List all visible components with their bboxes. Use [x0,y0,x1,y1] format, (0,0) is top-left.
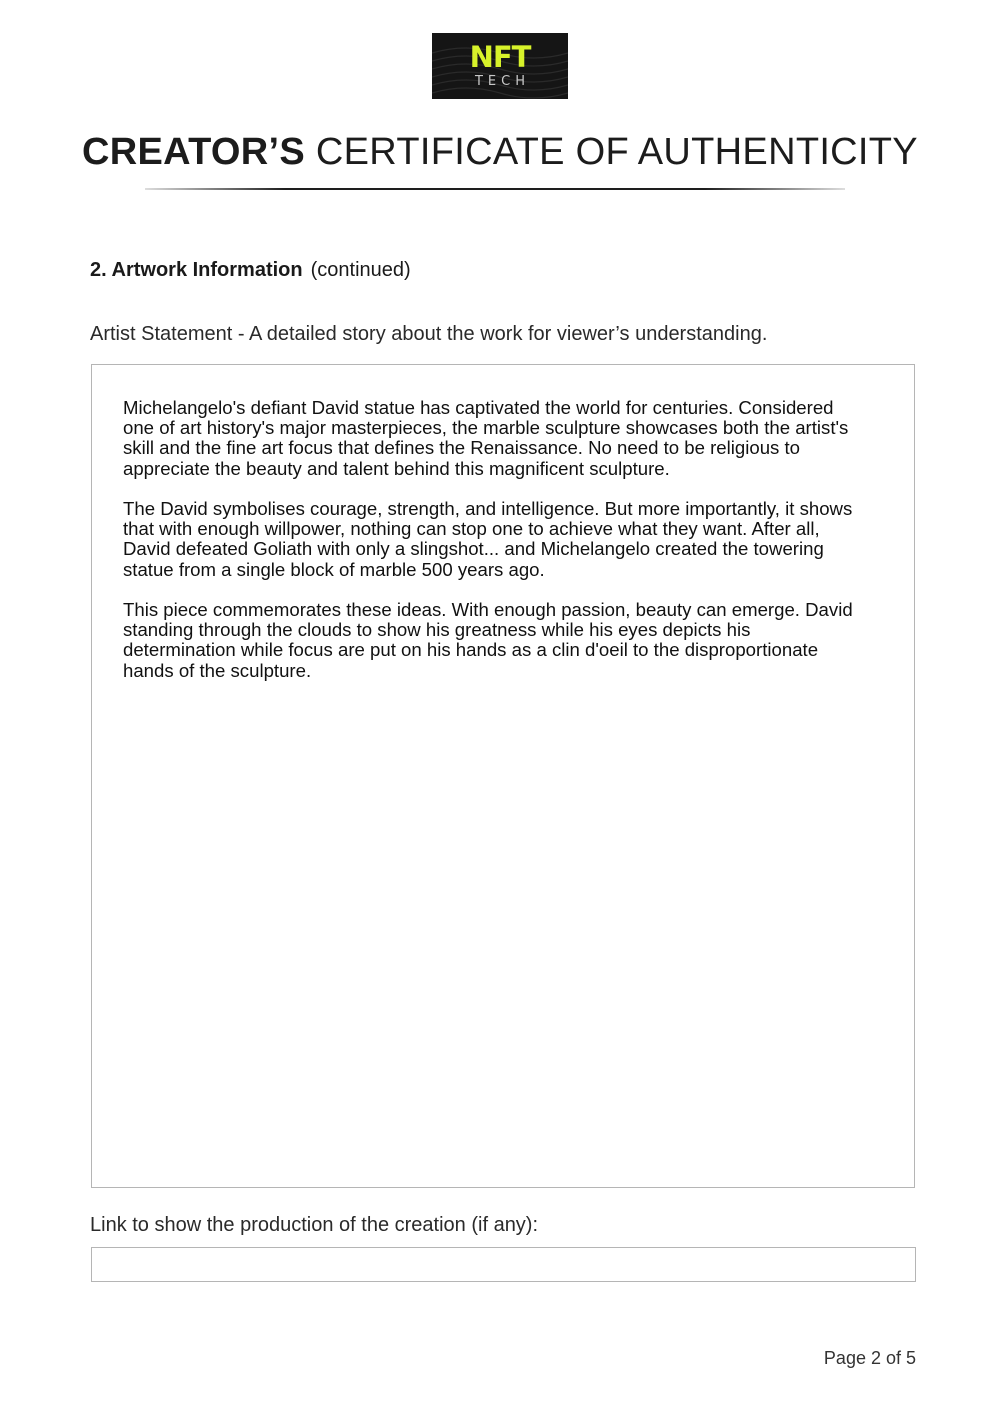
title-strong: CREATOR’S [82,131,306,173]
section-title: 2. Artwork Information [90,259,303,281]
statement-paragraph-1: Michelangelo's defiant David statue has captivated the world for centuries. Considered one of art history's major masterpieces, the marble sculpture showcases both the artist's skill and the fine art focus that defines the Renaissance. No need to be religious to appreciate the beauty and talent behind this magnificent sculpture. [123,397,849,479]
page-number: Page 2 of 5 [823,1348,916,1368]
artist-statement-label: Artist Statement - A detailed story about the work for viewer’s understanding. [90,323,768,345]
production-link-field[interactable] [91,1247,916,1282]
logo-main-text: NFT [469,40,531,74]
production-link-label: Link to show the production of the creation (if any): [90,1214,539,1236]
certificate-title [0,128,1000,176]
statement-paragraph-2: The David symbolises courage, strength, and intelligence. But more importantly, it shows that with enough willpower, nothing can stop one to achieve what they want. After all, David defeated Goliath with only a slingshot... and Michelangelo created the towering statue from a single block of marble 500 years ago. [123,498,853,580]
title-divider [145,188,845,190]
nft-tech-logo [432,33,568,99]
logo-sub-text: TECH [474,74,530,89]
title-light: CERTIFICATE OF AUTHENTICITY [315,131,918,173]
artist-statement-field[interactable] [91,364,915,1188]
statement-paragraph-3: This piece commemorates these ideas. With enough passion, beauty can emerge. David standing through the clouds to show his greatness while his eyes depicts his determination while focus are put on his hands as a clin d'oeil to the disproportionate hands of the sculpture. [123,599,853,681]
artist-statement-text [123,398,863,701]
section-continued: (continued) [310,259,411,281]
section-heading [90,257,411,283]
